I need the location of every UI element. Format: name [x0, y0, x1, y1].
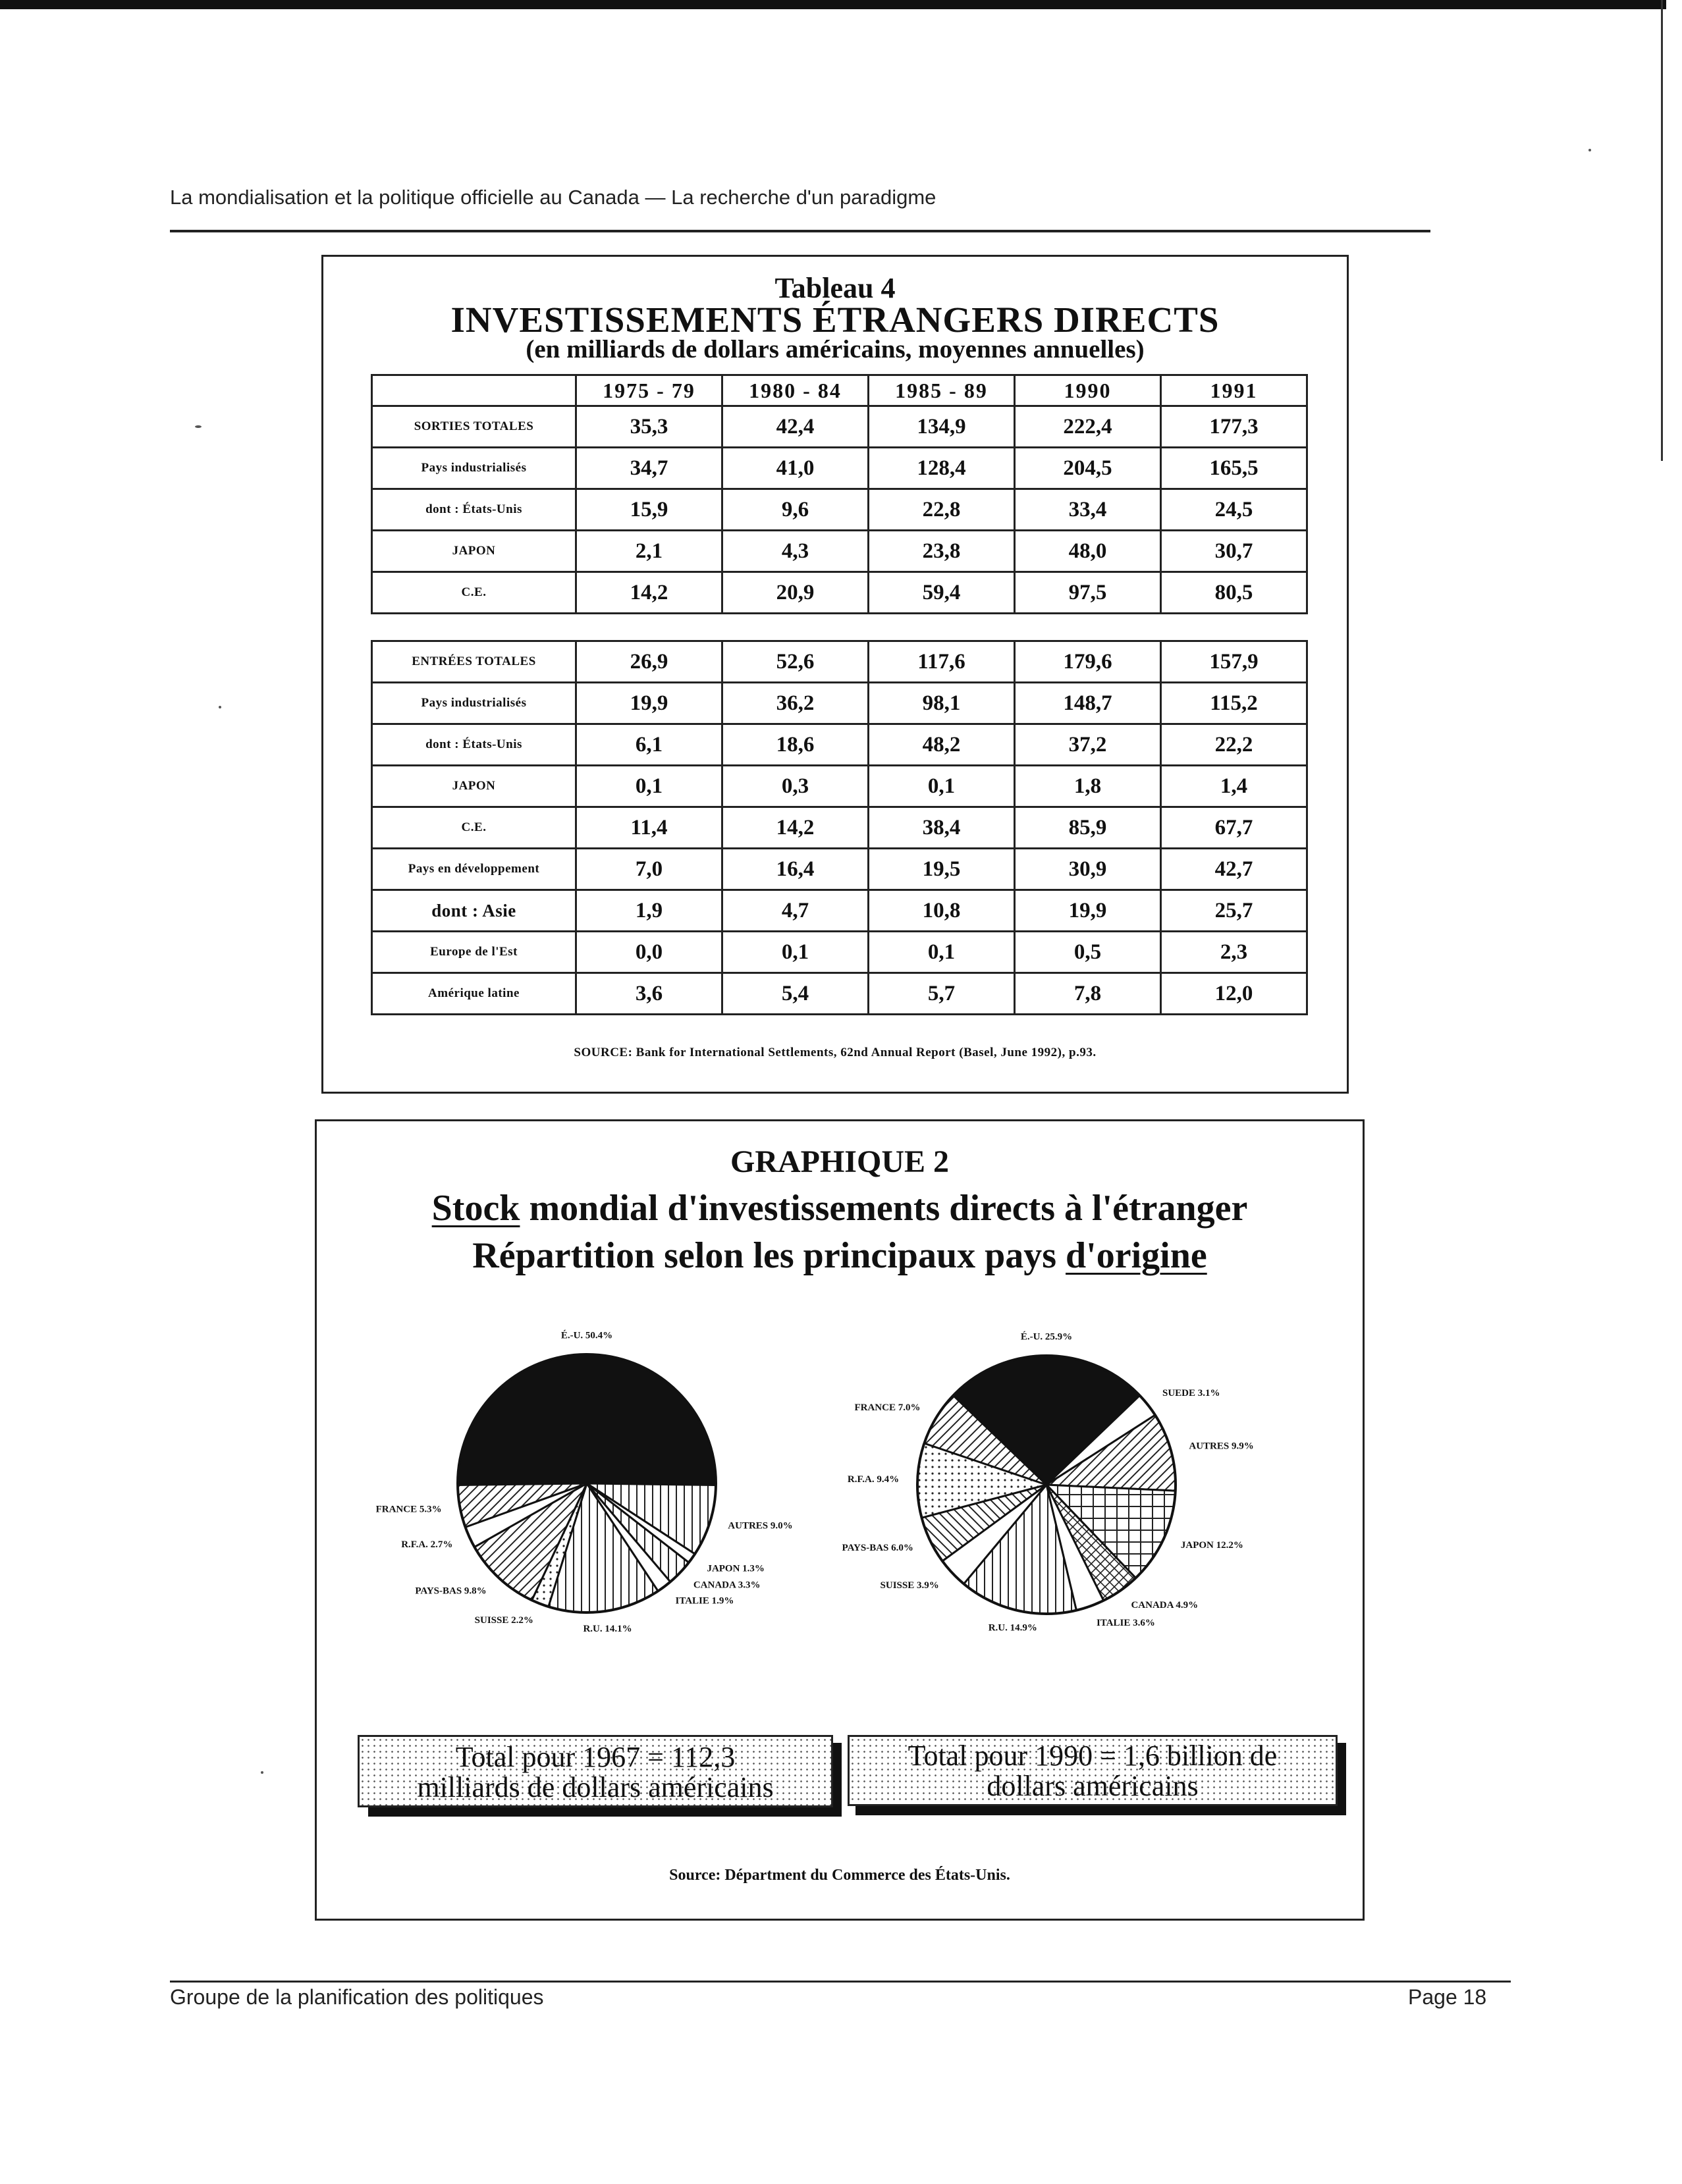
table-row: [372, 572, 1307, 614]
table-cell: 165,5: [1161, 448, 1307, 489]
table-cell: 0,5: [1015, 932, 1161, 973]
pie-slice-label: JAPON 12.2%: [1180, 1540, 1243, 1551]
row-label: dont : États-Unis: [372, 724, 576, 766]
margin-mark: [219, 706, 221, 708]
table-row: [372, 724, 1307, 766]
table-cell: 117,6: [869, 641, 1015, 683]
pie-slice-label: FRANCE 7.0%: [854, 1402, 921, 1414]
table-row: [372, 531, 1307, 572]
table-cell: 19,5: [869, 849, 1015, 890]
top-border: [0, 0, 1666, 9]
pie-slice-label: AUTRES 9.9%: [1189, 1441, 1254, 1452]
table-cell: 37,2: [1015, 724, 1161, 766]
row-label: Pays industrialisés: [372, 683, 576, 724]
table-heading: INVESTISSEMENTS ÉTRANGERS DIRECTS: [450, 300, 1220, 340]
pie-slice-label: ITALIE 1.9%: [675, 1595, 734, 1607]
right-edge-line: [1661, 0, 1663, 461]
pie-slice-label: SUISSE 2.2%: [474, 1615, 533, 1626]
table-cell: 33,4: [1015, 489, 1161, 531]
row-label: Pays en développement: [372, 849, 576, 890]
pie-slice-label: JAPON 1.3%: [707, 1563, 765, 1574]
table-cell: 14,2: [576, 572, 722, 614]
table-row: [372, 807, 1307, 849]
pie-slice-label: É.-U. 50.4%: [560, 1330, 613, 1341]
margin-mark: [195, 425, 202, 428]
table-cell: 222,4: [1015, 406, 1161, 448]
table-cell: 115,2: [1161, 683, 1307, 724]
table-cell: 38,4: [869, 807, 1015, 849]
table-cell: 10,8: [869, 890, 1015, 932]
total-1967-box: [358, 1735, 833, 1807]
footer-group-name: Groupe de la planification des politiques: [170, 1985, 544, 2009]
header-row: [372, 375, 1307, 406]
total-1967-shadow: [832, 1743, 842, 1817]
total-1990-line1: Total pour 1990 = 1,6 billion de: [908, 1740, 1278, 1772]
table-row: [372, 489, 1307, 531]
col-header: 1975 - 79: [576, 375, 722, 406]
table-cell: 14,2: [722, 807, 869, 849]
table-cell: 5,7: [869, 973, 1015, 1015]
pie-slice-label: SUISSE 3.9%: [880, 1580, 939, 1591]
table-cell: 97,5: [1015, 572, 1161, 614]
table-cell: 2,3: [1161, 932, 1307, 973]
table-row: [372, 890, 1307, 932]
row-label: JAPON: [372, 531, 576, 572]
table-cell: 12,0: [1161, 973, 1307, 1015]
table-cell: 20,9: [722, 572, 869, 614]
pie-slice-label: R.U. 14.1%: [583, 1624, 632, 1635]
table-cell: 16,4: [722, 849, 869, 890]
table-cell: 177,3: [1161, 406, 1307, 448]
table-cell: 1,9: [576, 890, 722, 932]
table-number: Tableau 4: [774, 272, 896, 304]
pie-1967: [376, 1329, 793, 1634]
table-cell: 2,1: [576, 531, 722, 572]
table-row: [372, 849, 1307, 890]
total-1990-box: [848, 1735, 1338, 1806]
pie-slice-label: FRANCE 5.3%: [375, 1504, 442, 1515]
pie-1990: [842, 1331, 1254, 1633]
table-cell: 148,7: [1015, 683, 1161, 724]
margin-mark: [1588, 149, 1591, 151]
col-header: 1985 - 89: [869, 375, 1015, 406]
outflows-table: [371, 374, 1308, 614]
table-subheading: (en milliards de dollars américains, moyennes annuelles): [526, 335, 1145, 363]
table-cell: 128,4: [869, 448, 1015, 489]
total-1990-shadow: [1336, 1743, 1346, 1815]
table-row: [372, 406, 1307, 448]
row-label: Pays industrialisés: [372, 448, 576, 489]
table-cell: 7,0: [576, 849, 722, 890]
total-1990-shadow-bottom: [855, 1806, 1345, 1815]
row-label: SORTIES TOTALES: [372, 406, 576, 448]
table-cell: 19,9: [1015, 890, 1161, 932]
table-cell: 204,5: [1015, 448, 1161, 489]
header-blank: [372, 375, 576, 406]
table-cell: 42,7: [1161, 849, 1307, 890]
table-cell: 15,9: [576, 489, 722, 531]
table-cell: 9,6: [722, 489, 869, 531]
table-cell: 41,0: [722, 448, 869, 489]
table-cell: 42,4: [722, 406, 869, 448]
table-cell: 22,2: [1161, 724, 1307, 766]
pie-slice: [458, 1354, 716, 1485]
table-row: [372, 932, 1307, 973]
table-cell: 134,9: [869, 406, 1015, 448]
chart-box: [315, 1119, 1365, 1921]
table-row: [372, 683, 1307, 724]
table-box: [321, 255, 1349, 1094]
total-1967-line2: milliards de dollars américains: [417, 1771, 774, 1803]
table-cell: 1,8: [1015, 766, 1161, 807]
table-cell: 67,7: [1161, 807, 1307, 849]
graph-title-underlined: Stock: [431, 1188, 520, 1229]
table-cell: 80,5: [1161, 572, 1307, 614]
table-row: [372, 448, 1307, 489]
table-cell: 1,4: [1161, 766, 1307, 807]
row-label: dont : Asie: [372, 890, 576, 932]
table-cell: 85,9: [1015, 807, 1161, 849]
pie-slice-label: PAYS-BAS 9.8%: [415, 1585, 487, 1597]
footer-page-number: Page 18: [1408, 1985, 1487, 2009]
table-cell: 0,0: [576, 932, 722, 973]
table-cell: 34,7: [576, 448, 722, 489]
row-label: Europe de l'Est: [372, 932, 576, 973]
row-label: C.E.: [372, 572, 576, 614]
graph-subtitle-rest: Répartition selon les principaux pays: [472, 1235, 1066, 1276]
pie-slice-label: R.F.A. 9.4%: [847, 1474, 900, 1485]
table-cell: 48,0: [1015, 531, 1161, 572]
table-cell: 59,4: [869, 572, 1015, 614]
table-row: [372, 766, 1307, 807]
table-row: [372, 641, 1307, 683]
table-cell: 35,3: [576, 406, 722, 448]
table-source: SOURCE: Bank for International Settlements, 62nd Annual Report (Basel, June 1992), p.93.: [574, 1046, 1097, 1059]
table-cell: 22,8: [869, 489, 1015, 531]
row-label: JAPON: [372, 766, 576, 807]
table-cell: 4,7: [722, 890, 869, 932]
table-cell: 19,9: [576, 683, 722, 724]
table-cell: 3,6: [576, 973, 722, 1015]
graph-source: Source: Départment du Commerce des États-Unis.: [669, 1867, 1010, 1884]
total-1967-shadow-bottom: [368, 1807, 840, 1817]
pie-slice-label: ITALIE 3.6%: [1096, 1618, 1155, 1629]
table-row: [372, 973, 1307, 1015]
pie-slice-label: CANADA 3.3%: [693, 1580, 761, 1591]
pie-slice-label: R.U. 14.9%: [988, 1622, 1037, 1634]
graph-title-rest: mondial d'investissements directs à l'étranger: [520, 1188, 1248, 1229]
table-cell: 0,1: [722, 932, 869, 973]
table-cell: 36,2: [722, 683, 869, 724]
table-cell: 25,7: [1161, 890, 1307, 932]
col-header: 1991: [1161, 375, 1307, 406]
graph-number: GRAPHIQUE 2: [730, 1144, 949, 1179]
pie-slice-label: CANADA 4.9%: [1131, 1599, 1199, 1611]
table-cell: 0,3: [722, 766, 869, 807]
table-cell: 4,3: [722, 531, 869, 572]
table-cell: 6,1: [576, 724, 722, 766]
table-cell: 30,9: [1015, 849, 1161, 890]
total-1990-line2: dollars américains: [987, 1770, 1199, 1802]
pie-slice-label: É.-U. 25.9%: [1020, 1331, 1073, 1343]
table-cell: 11,4: [576, 807, 722, 849]
table-cell: 0,1: [869, 766, 1015, 807]
col-header: 1980 - 84: [722, 375, 869, 406]
row-label: ENTRÉES TOTALES: [372, 641, 576, 683]
total-1967-line1: Total pour 1967 = 112,3: [455, 1741, 736, 1773]
row-label: C.E.: [372, 807, 576, 849]
table-cell: 157,9: [1161, 641, 1307, 683]
row-label: Amérique latine: [372, 973, 576, 1015]
table-cell: 7,8: [1015, 973, 1161, 1015]
table-cell: 26,9: [576, 641, 722, 683]
margin-mark: [261, 1771, 263, 1774]
table-cell: 48,2: [869, 724, 1015, 766]
graph-subtitle-underlined: d'origine: [1066, 1235, 1207, 1276]
pie-slice-label: AUTRES 9.0%: [728, 1520, 793, 1531]
table-cell: 52,6: [722, 641, 869, 683]
pie-slice-label: SUEDE 3.1%: [1162, 1387, 1220, 1398]
inflows-table: [371, 640, 1308, 1015]
table-cell: 179,6: [1015, 641, 1161, 683]
row-label: dont : États-Unis: [372, 489, 576, 531]
table-cell: 0,1: [869, 932, 1015, 973]
running-head: La mondialisation et la politique officielle au Canada — La recherche d'un paradigme: [170, 186, 936, 209]
footer-rule: [170, 1981, 1511, 1983]
table-cell: 5,4: [722, 973, 869, 1015]
table-cell: 23,8: [869, 531, 1015, 572]
pie-slice-label: PAYS-BAS 6.0%: [842, 1542, 913, 1553]
table-cell: 18,6: [722, 724, 869, 766]
col-header: 1990: [1015, 375, 1161, 406]
table-cell: 0,1: [576, 766, 722, 807]
header-rule: [170, 230, 1430, 232]
table-cell: 30,7: [1161, 531, 1307, 572]
table-cell: 24,5: [1161, 489, 1307, 531]
table-cell: 98,1: [869, 683, 1015, 724]
pie-slice-label: R.F.A. 2.7%: [401, 1539, 453, 1550]
